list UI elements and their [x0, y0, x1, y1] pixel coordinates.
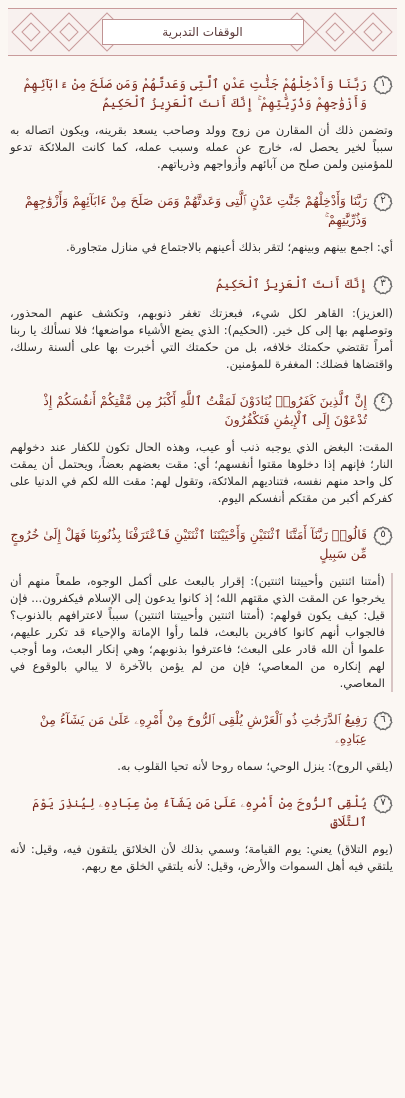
explanation-text: أي: اجمع بينهم وبينهم؛ لتقر بذلك أعينهم بالاجتماع في منازل متجاورة. — [66, 240, 393, 254]
verse-text: قَالُوا۟ رَبَّنَآ أَمَتَّنَا ٱثْنَتَيْنِ وَأَحْيَيْتَنَا ٱثْنَتَيْنِ فَٱعْتَرَفْنَا بِذُنُوبِنَا فَهَلْ إِلَىٰ خُرُوجٍ مِّن سَبِيلٍ — [10, 527, 367, 561]
ayah-number-icon — [373, 392, 393, 412]
verse-row — [10, 391, 393, 429]
reflection-item — [10, 710, 393, 775]
verse-text: إِنَّ ٱلَّذِينَ كَفَرُوا۟ يُنَادَوْنَ لَمَقْتُ ٱللَّهِ أَكْبَرُ مِن مَّقْتِكُمْ أَنفُسَكُمْ إِذْ تُدْعَوْنَ إِلَى ٱلْإِيمَٰنِ فَتَكْفُرُونَ — [43, 393, 367, 427]
verse-text: رَبَّنَا وَأَدْخِلْهُمْ جَنَّٰتِ عَدْنٍ ٱلَّتِى وَعَدتَّهُمْ وَمَن صَلَحَ مِنْ ءَابَآئِهِمْ وَأَزْوَٰجِهِمْ وَذُرِّيَّٰتِهِمْ ۚ إِنَّكَ أَنتَ ٱلْعَزِيزُ ٱلْحَكِيمُ — [23, 76, 367, 110]
ayah-number: ٦ — [380, 714, 386, 725]
ayah-number-icon — [373, 526, 393, 546]
verse-text: إِنَّكَ أَنتَ ٱلْعَزِيزُ ٱلْحَكِيمُ — [215, 276, 367, 291]
reflection-item — [10, 793, 393, 875]
reflection-item — [10, 525, 393, 692]
section-banner — [8, 8, 397, 56]
ayah-number: ٥ — [380, 529, 386, 540]
verse-text: يُلْقِى ٱلرُّوحَ مِنْ أَمْرِهِۦ عَلَىٰ مَن يَشَآءُ مِنْ عِبَادِهِۦ لِيُنذِرَ يَوْمَ ٱلتَّلَاقِ — [32, 795, 367, 829]
ayah-number: ٤ — [380, 395, 386, 406]
verse-text: رَفِيعُ ٱلدَّرَجَٰتِ ذُو ٱلْعَرْشِ يُلْقِى ٱلرُّوحَ مِنْ أَمْرِهِۦ عَلَىٰ مَن يَشَآءُ مِنْ عِبَادِهِۦ — [39, 712, 367, 746]
reflection-item — [10, 391, 393, 507]
verse-row — [10, 191, 393, 229]
explanation-text: وتضمن ذلك أن المقارن من زوج وولد وصاحب يسعد بقرينه، ويكون اتصاله به سبباً لخير يحصل له، خارج عن عمله وسبب عمله، كما كانت الملائكة تدعو للمؤمنين ولمن صلح من آبائهم وأزواجهم وذرياتهم. — [10, 123, 393, 171]
ayah-number-icon — [373, 192, 393, 212]
ayah-number-icon — [373, 75, 393, 95]
explanation-text: المقت: البغض الذي يوجبه ذنب أو عيب، وهذه الحال تكون للكفار عند دخولهم النار؛ فإنهم إذا دخلوها مقتوا أنفسهم؛ أي: مقت بعضهم بعضاً، ويحتمل أن يمقت كل واحد منهم نفسه، فتناديهم الملائكة، وتقول لهم: مقت الله لكم في الدنيا على كفركم أكبر من مقتكم أنفسكم اليوم. — [10, 440, 393, 505]
reflections-list — [0, 74, 405, 875]
ayah-number-icon — [373, 711, 393, 731]
ayah-number: ٧ — [380, 797, 386, 808]
reflection-item — [10, 191, 393, 256]
verse-row — [10, 710, 393, 748]
ayah-number: ١ — [380, 78, 386, 89]
explanation-text: (يلقي الروح): ينزل الوحي؛ سماه روحا لأنه تحيا القلوب به. — [117, 759, 393, 773]
ayah-number-icon — [373, 275, 393, 295]
ayah-number: ٢ — [380, 195, 386, 206]
explanation-text: (يوم التلاق) يعني: يوم القيامة؛ وسمي بذلك لأن الخلائق يلتقون فيه، وقيل: لأنه يلتقي فيه أهل السموات والأرض، وقيل: لأنه يلتقي الخلق مع ربهم. — [10, 842, 393, 873]
ayah-number-icon — [373, 794, 393, 814]
verse-row — [10, 74, 393, 112]
explanation-text: (أمتنا اثنتين وأحييتنا اثنتين): إقرار بالبعث على أكمل الوجوه، طمعاً منهم أن يخرجوا عن المقت الذي مقتهم الله؛ إذ كانوا يدعون إلى الإسلام فيكفرون... فإن قيل: كيف يكون قولهم: (أمتنا اثنتين وأحييتنا اثنتين) سبباً لاعترافهم بالذنوب؟ فالجواب أنهم كانوا كافرين بالبعث، فلما رأوا الإماتة والإحياء قد تكرر عليهم، علموا أن الله قادر على البعث؛ فاعترفوا بذنوبهم؛ وهي إنكار البعث، وما أوجب لهم إنكاره من المعاصي؛ فإن من لم يؤمن بالآخرة لا يبالي بالوقوع في المعاصي. — [10, 573, 393, 692]
reflection-item — [10, 74, 393, 173]
ayah-number: ٣ — [380, 278, 386, 289]
reflection-item — [10, 274, 393, 373]
verse-row — [10, 525, 393, 563]
verse-text: رَبَّنَا وَأَدْخِلْهُمْ جَنَّٰتِ عَدْنٍ ٱلَّتِى وَعَدتَّهُمْ وَمَن صَلَحَ مِنْ ءَابَآئِهِمْ وَأَزْوَٰجِهِمْ وَذُرِّيَّٰتِهِمْ ۚ — [24, 193, 367, 227]
verse-row — [10, 274, 393, 295]
explanation-text: (العزيز): القاهر لكل شيء، فبعزتك تغفر ذنوبهم، وتكشف عنهم المحذور، وتوصلهم بها إلى كل خير. (الحكيم): الذي يضع الأشياء مواضعها؛ فلا نسألك يا ربنا أمراً تقتضي حكمتك خلافه، بل من حكمتك التي أخبرت بها على ألسنة رسلك، واقتضاها فضلك: المغفرة للمؤمنين. — [10, 306, 393, 371]
verse-row — [10, 793, 393, 831]
top-strip — [0, 0, 405, 8]
page-title: الوقفات التدبرية — [102, 19, 304, 45]
